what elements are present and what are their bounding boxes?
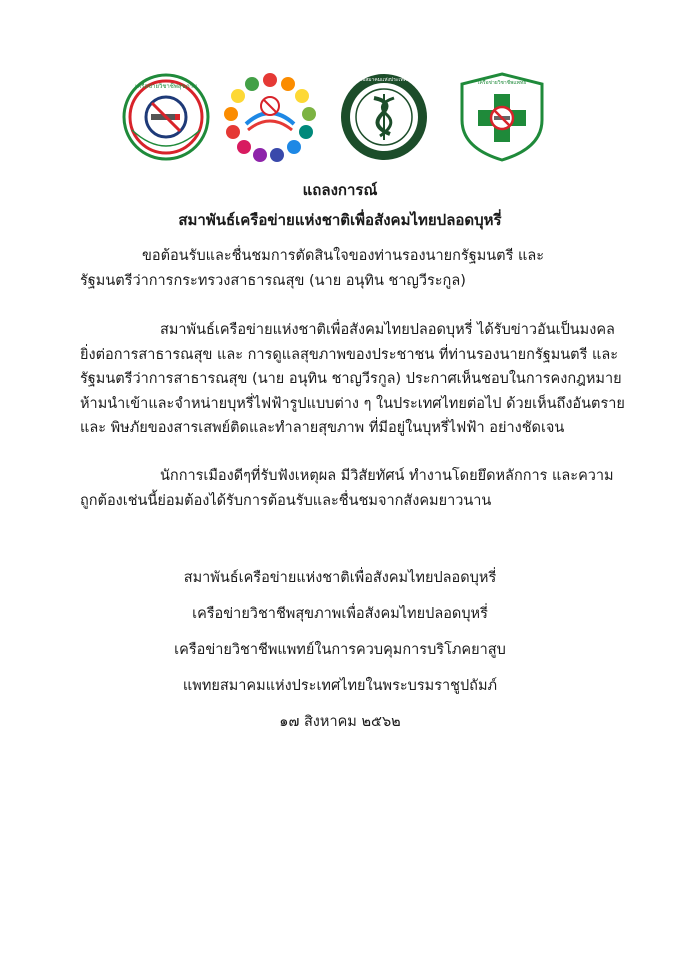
paragraph-3-line: ถูกต้องเช่นนี้ย่อมต้องได้รับการต้อนรับและชื่นชมจากสังคมยาวนาน bbox=[80, 492, 492, 509]
shield-caption: เครือข่ายวิชาชีพแพทย์ bbox=[477, 80, 527, 86]
signatory-2: เครือข่ายวิชาชีพสุขภาพเพื่อสังคมไทยปลอดบุหรี่ bbox=[192, 606, 488, 622]
medical-association-seal bbox=[336, 72, 432, 162]
people-circle-logo bbox=[222, 72, 318, 162]
paragraph-2-line: และ พิษภัยของสารเสพย์ติดและทำลายสุขภาพ ที่มีอยู่ในบุหรี่ไฟฟ้า อย่างชัดเจน bbox=[80, 420, 565, 436]
statement-heading: แถลงการณ์ bbox=[302, 181, 378, 199]
green-cross-shield-logo bbox=[454, 72, 550, 162]
no-smoking-network-logo bbox=[118, 72, 214, 162]
paragraph-2-line: รัฐมนตรีว่าการสาธารณสุข (นาย อนุทิน ชาญวีรกูล) ประกาศเห็นชอบในการคงกฎหมาย bbox=[80, 371, 622, 387]
statement-date: ๑๗ สิงหาคม ๒๕๖๒ bbox=[279, 714, 401, 730]
logo-1-caption: เครือข่ายวิชาชีพสุขภาพ bbox=[135, 83, 197, 90]
paragraph-1-line: รัฐมนตรีว่าการกระทรวงสาธารณสุข (นาย อนุทิน ชาญวีระกูล) bbox=[80, 272, 466, 289]
paragraph-3 bbox=[80, 464, 612, 513]
paragraph-1-line: ขอต้อนรับและชื่นชมการตัดสินใจของท่านรองนายกรัฐมนตรี และ bbox=[142, 248, 545, 264]
signatory-1: สมาพันธ์เครือข่ายแห่งชาติเพื่อสังคมไทยปลอดบุหรี่ bbox=[183, 570, 497, 586]
paragraph-2-line: ห้ามนำเข้าและจำหน่ายบุหรี่ไฟฟ้ารูปแบบต่าง ๆ ในประเทศไทยต่อไป ด้วยเห็นถึงอันตราย bbox=[80, 395, 625, 412]
paragraph-3-line: นักการเมืองดีๆที่รับฟังเหตุผล มีวิสัยทัศน์ ทำงานโดยยึดหลักการ และความ bbox=[160, 468, 614, 484]
paragraph-2 bbox=[80, 318, 625, 441]
signatory-3: เครือข่ายวิชาชีพแพทย์ในการควบคุมการบริโภคยาสูบ bbox=[174, 642, 506, 658]
statement-subheading: สมาพันธ์เครือข่ายแห่งชาติเพื่อสังคมไทยปลอดบุหรี่ bbox=[178, 211, 502, 229]
paragraph-1 bbox=[80, 244, 612, 293]
seal-caption: แพทยสมาคมแห่งประเทศไทย bbox=[352, 77, 416, 83]
logo-row bbox=[118, 72, 558, 162]
signatory-4: แพทยสมาคมแห่งประเทศไทยในพระบรมราชูปถัมภ์ bbox=[182, 678, 498, 694]
paragraph-2-line: ยิ่งต่อการสาธารณสุข และ การดูแลสุขภาพของประชาชน ที่ท่านรองนายกรัฐมนตรี และ bbox=[80, 346, 619, 363]
paragraph-2-line: สมาพันธ์เครือข่ายแห่งชาติเพื่อสังคมไทยปลอดบุหรี่ ได้รับข่าวอันเป็นมงคล bbox=[160, 322, 615, 338]
